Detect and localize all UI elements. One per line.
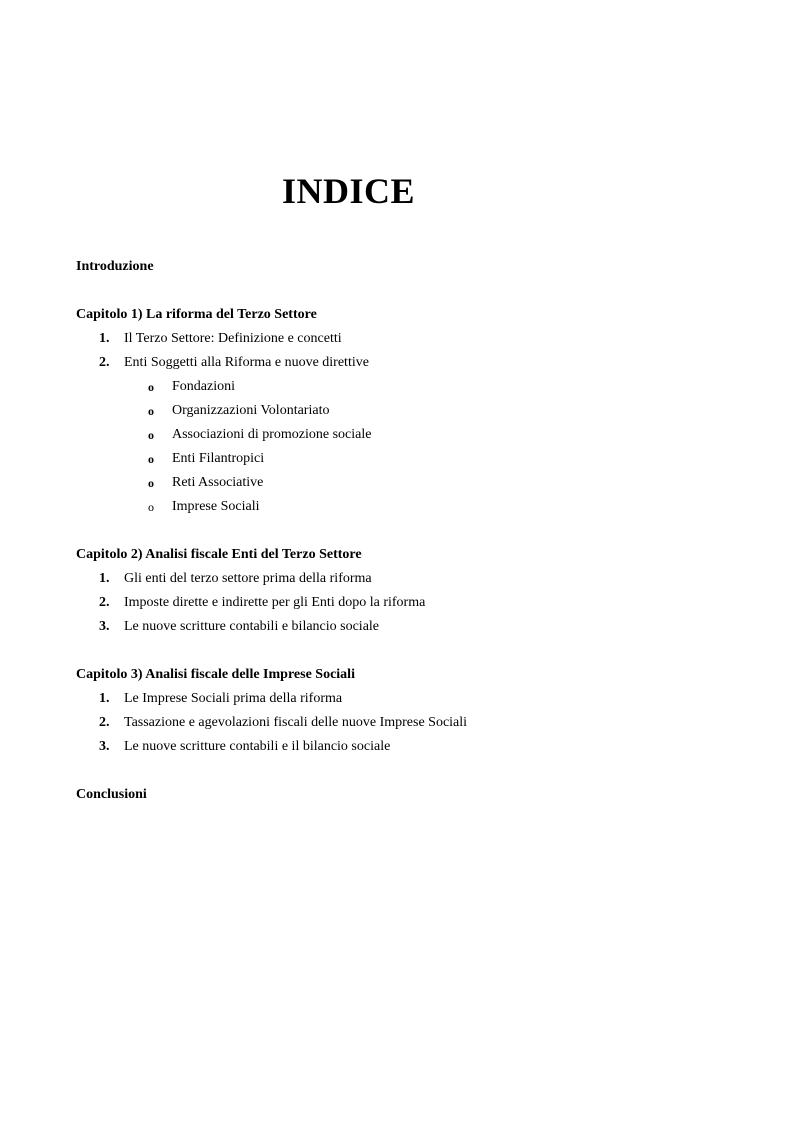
toc-conclusions: Conclusioni	[76, 787, 147, 802]
sub-list-item	[76, 401, 756, 425]
bullet: o	[148, 380, 154, 394]
toc-introduction: Introduzione	[76, 259, 154, 274]
item-text: Il Terzo Settore: Definizione e concetti	[124, 331, 342, 346]
item-text: Enti Soggetti alla Riforma e nuove direttive	[124, 355, 369, 370]
sub-item-text: Imprese Sociali	[172, 499, 260, 514]
sub-list-item	[76, 425, 756, 449]
item-text: Imposte dirette e indirette per gli Enti dopo la riforma	[124, 595, 426, 610]
sub-item-text: Organizzazioni Volontariato	[172, 403, 330, 418]
bullet: o	[148, 452, 154, 466]
chapter-1-heading: Capitolo 1) La riforma del Terzo Settore	[76, 307, 317, 322]
item-number: 2.	[99, 715, 110, 730]
spacer	[76, 641, 756, 665]
item-text: Le nuove scritture contabili e il bilancio sociale	[124, 739, 391, 754]
bullet: o	[148, 500, 154, 514]
list-item	[76, 593, 756, 617]
sub-item-text: Reti Associative	[172, 475, 264, 490]
chapter-2-heading: Capitolo 2) Analisi fiscale Enti del Terzo Settore	[76, 547, 362, 562]
item-text: Tassazione e agevolazioni fiscali delle nuove Imprese Sociali	[124, 715, 468, 730]
list-item	[76, 617, 756, 641]
item-number: 1.	[99, 691, 110, 706]
item-number: 1.	[99, 331, 110, 346]
item-text: Le nuove scritture contabili e bilancio sociale	[124, 619, 380, 634]
item-number: 2.	[99, 355, 110, 370]
item-number: 1.	[99, 571, 110, 586]
item-text: Gli enti del terzo settore prima della riforma	[124, 571, 372, 586]
item-text: Le Imprese Sociali prima della riforma	[124, 691, 343, 706]
list-item	[76, 689, 756, 713]
list-item	[76, 737, 756, 761]
bullet: o	[148, 428, 154, 442]
sub-list-item	[76, 497, 756, 521]
item-number: 3.	[99, 739, 110, 754]
sub-item-text: Enti Filantropici	[172, 451, 265, 466]
list-item	[76, 329, 756, 353]
table-of-contents	[76, 257, 756, 809]
item-number: 3.	[99, 619, 110, 634]
item-number: 2.	[99, 595, 110, 610]
bullet: o	[148, 404, 154, 418]
list-item	[76, 353, 756, 377]
sub-list-item	[76, 449, 756, 473]
page-title: INDICE	[281, 171, 416, 211]
sub-list-item	[76, 377, 756, 401]
spacer	[76, 521, 756, 545]
sub-list-item	[76, 473, 756, 497]
bullet: o	[148, 476, 154, 490]
sub-item-text: Fondazioni	[172, 379, 235, 394]
chapter-3-heading: Capitolo 3) Analisi fiscale delle Imprese Sociali	[76, 667, 355, 682]
list-item	[76, 569, 756, 593]
spacer	[76, 761, 756, 785]
sub-item-text: Associazioni di promozione sociale	[172, 427, 372, 442]
spacer	[76, 281, 756, 305]
list-item	[76, 713, 756, 737]
